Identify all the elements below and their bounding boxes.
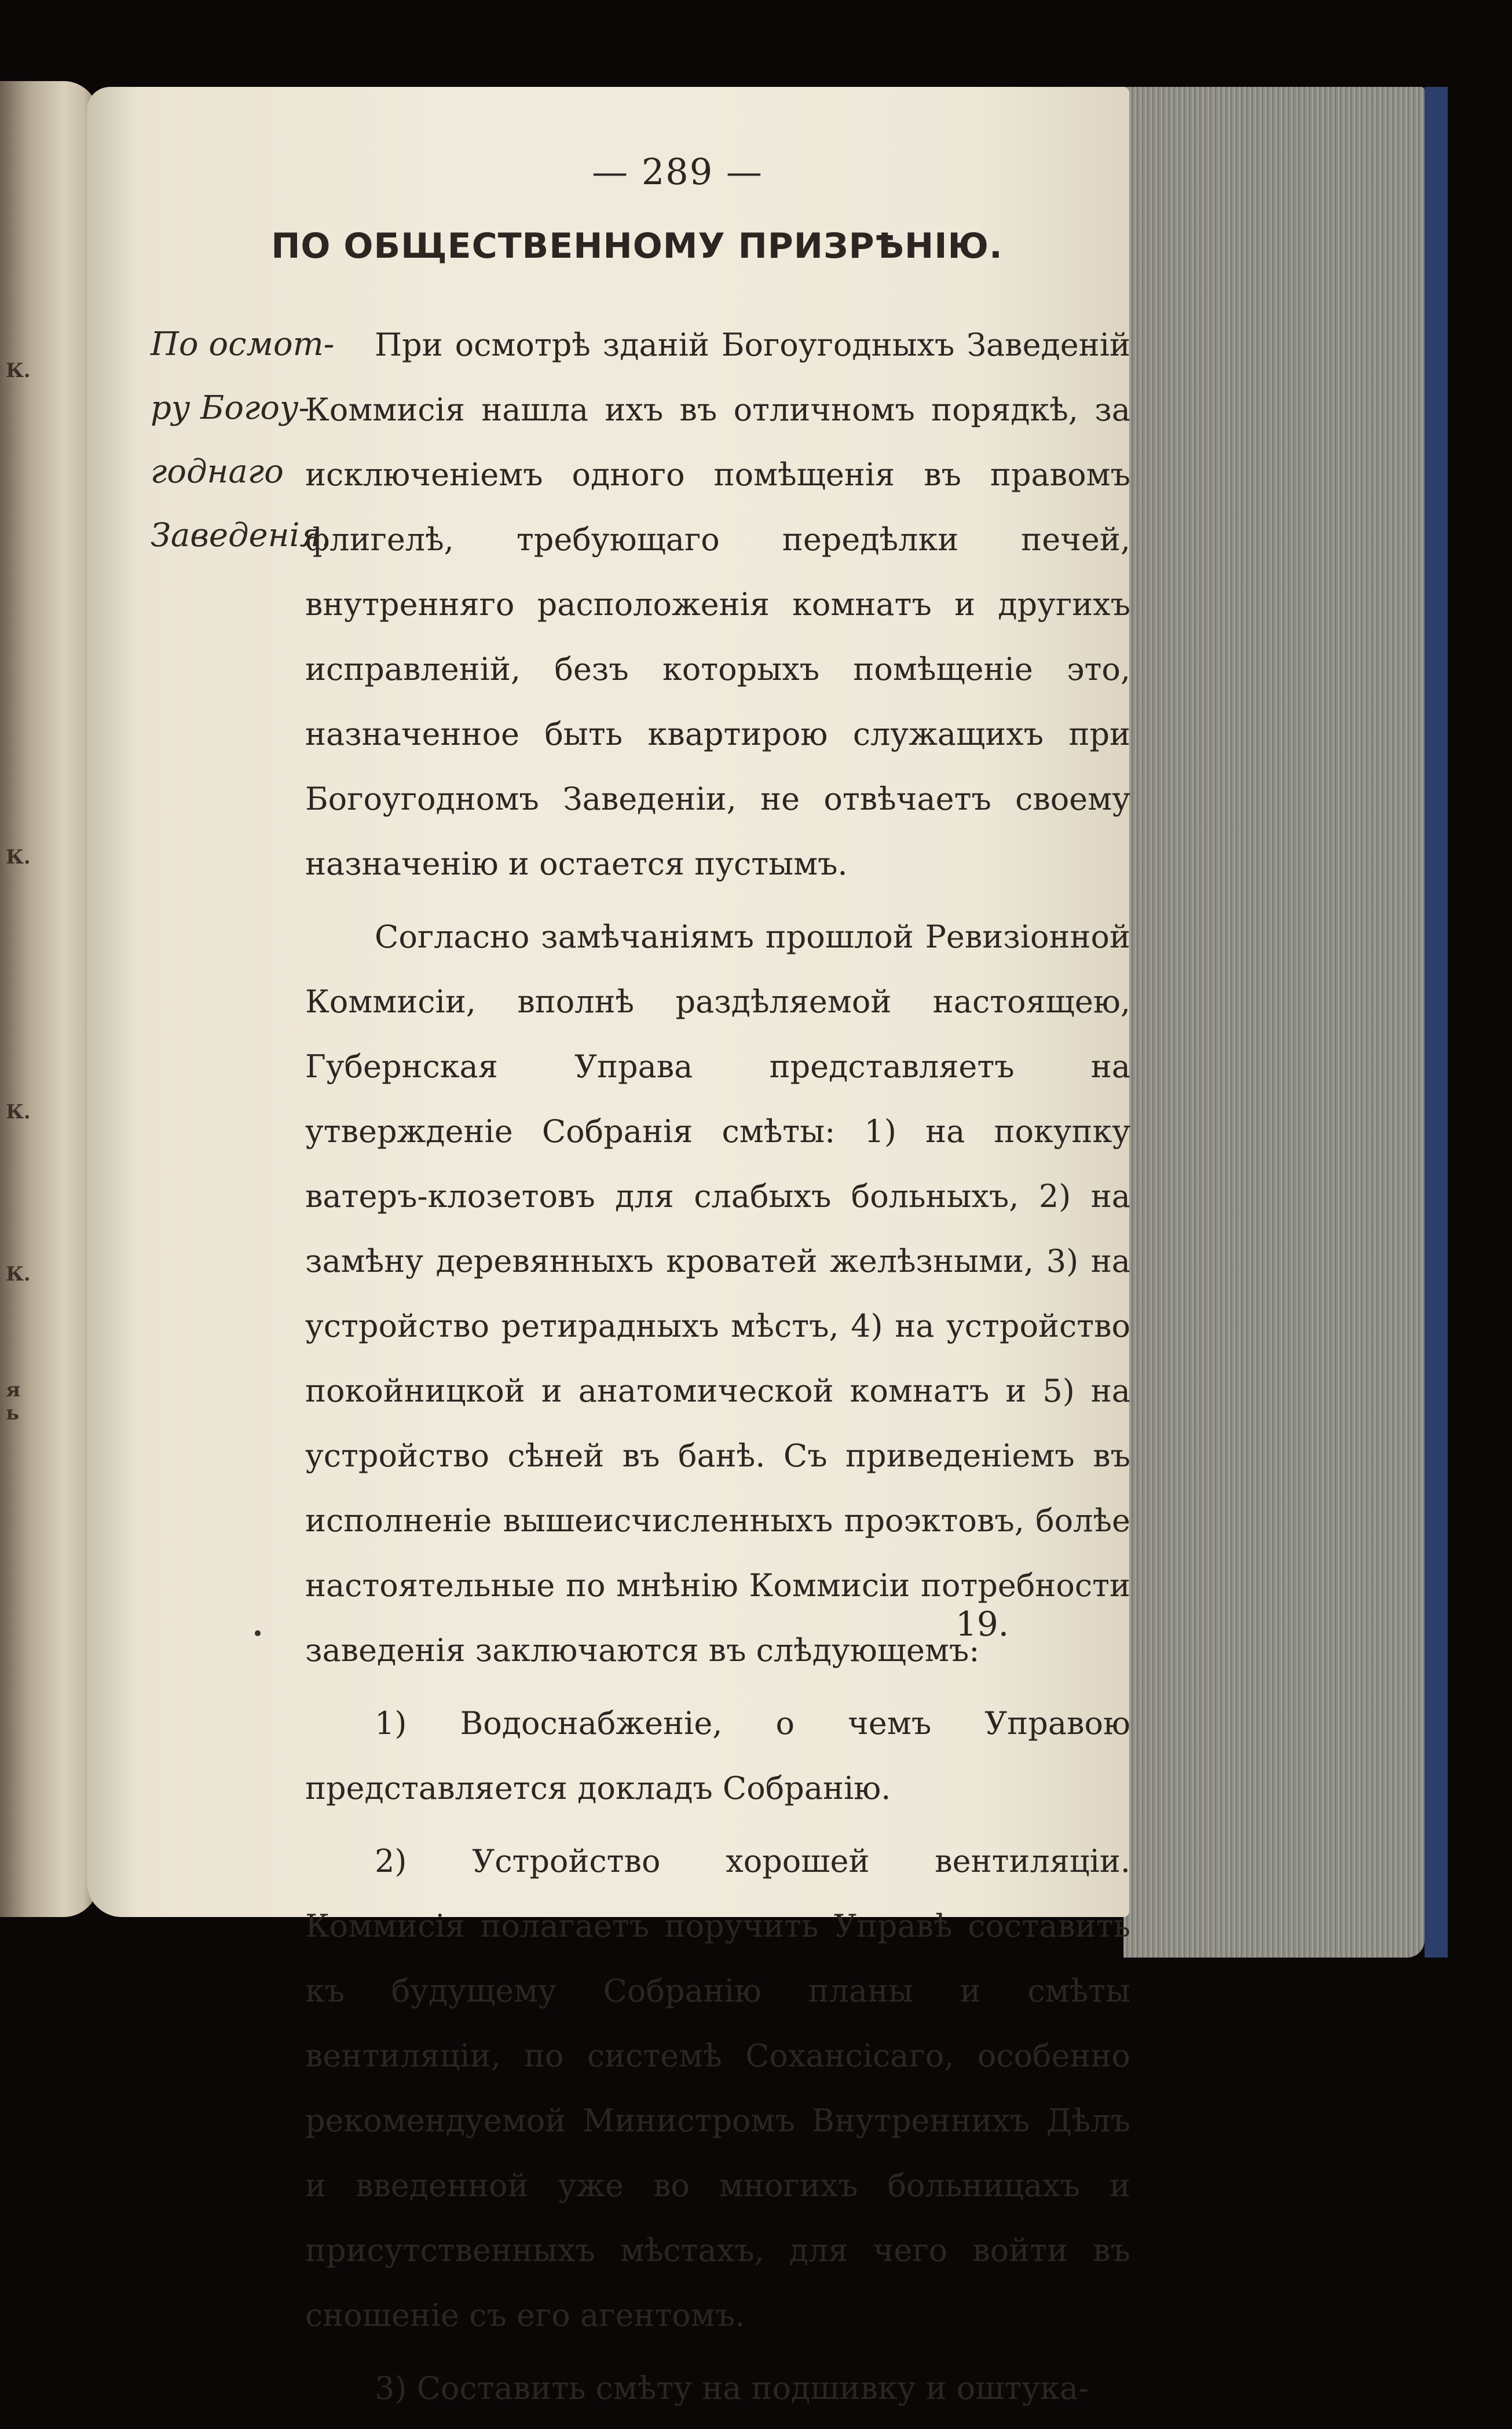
left-page-fragments [0, 81, 98, 1917]
page-content [87, 87, 1130, 2406]
page-number: — 289 — [592, 151, 763, 193]
left-fragment: ь [6, 1402, 20, 1425]
left-page-edge [0, 81, 98, 1917]
margin-note-line: ру Богоу- [151, 389, 310, 427]
margin-note-line: По осмот- [151, 325, 335, 363]
margin-note-line: Заведенія. [151, 517, 332, 554]
left-fragment: К. [6, 1100, 31, 1124]
section-heading: ПО ОБЩЕСТВЕННОМУ ПРИЗРѢНІЮ. [271, 226, 1003, 266]
ink-dot [255, 1630, 261, 1636]
left-fragment: я [6, 1378, 21, 1402]
paragraph: 2) Устройство хорошей вентиляціи. Коммисія полагаетъ поручить Управѣ составить къ будущему Собранію планы и смѣты вентиляціи, по системѣ Сохансісаго, особенно рекомендуемой Министромъ Внутреннихъ Дѣлъ и введенной уже во многихъ больницахъ и присутственныхъ мѣстахъ, для чего войти въ сношеніе съ его агентомъ. [305, 1843, 1130, 2333]
paragraph: 3) Составить смѣту на подшивку и оштука- [375, 2370, 1089, 2406]
left-fragment: К. [6, 846, 31, 869]
left-fragment: К. [6, 359, 31, 382]
paragraph: 1) Водоснабженіе, о чемъ Управою представляется докладъ Собранію. [305, 1705, 1130, 1806]
page-block-edges [1123, 87, 1425, 1958]
book-page [87, 87, 1130, 2406]
margin-note [151, 313, 335, 568]
paragraph: При осмотрѣ зданій Богоугодныхъ Заведеній Коммисія нашла ихъ въ отличномъ порядкѣ, за исключеніемъ одного помѣщенія въ правомъ флигелѣ, требующаго передѣлки печей, внутренняго расположенія комнатъ и другихъ исправленій, безъ которыхъ помѣщеніе это, назначенное быть квартирою служащихъ при Богоугодномъ Заведеніи, не отвѣчаетъ своему назначенію и остается пустымъ. [305, 327, 1130, 882]
left-fragment: К. [6, 1263, 31, 1286]
body-text [305, 313, 1130, 2429]
signature-mark: 19. [955, 1604, 1009, 1644]
margin-note-line: годнаго [151, 453, 284, 491]
paragraph: Согласно замѣчаніямъ прошлой Ревизіонной Коммисіи, вполнѣ раздѣляемой настоящею, Губернская Управа представляетъ на утвержденіе Собранія смѣты: 1) на покупку ватеръ-клозетовъ для слабыхъ больныхъ, 2) на замѣну деревянныхъ кроватей желѣзными, 3) на устройство ретирадныхъ мѣстъ, 4) на устройство покойницкой и анатомической комнатъ и 5) на устройство сѣней въ банѣ. Съ приведеніемъ въ исполненіе вышеисчисленныхъ проэктовъ, болѣе настоятельные по мнѣнію Коммисіи потребности заведенія заключаются въ слѣдующемъ: [305, 919, 1130, 1669]
